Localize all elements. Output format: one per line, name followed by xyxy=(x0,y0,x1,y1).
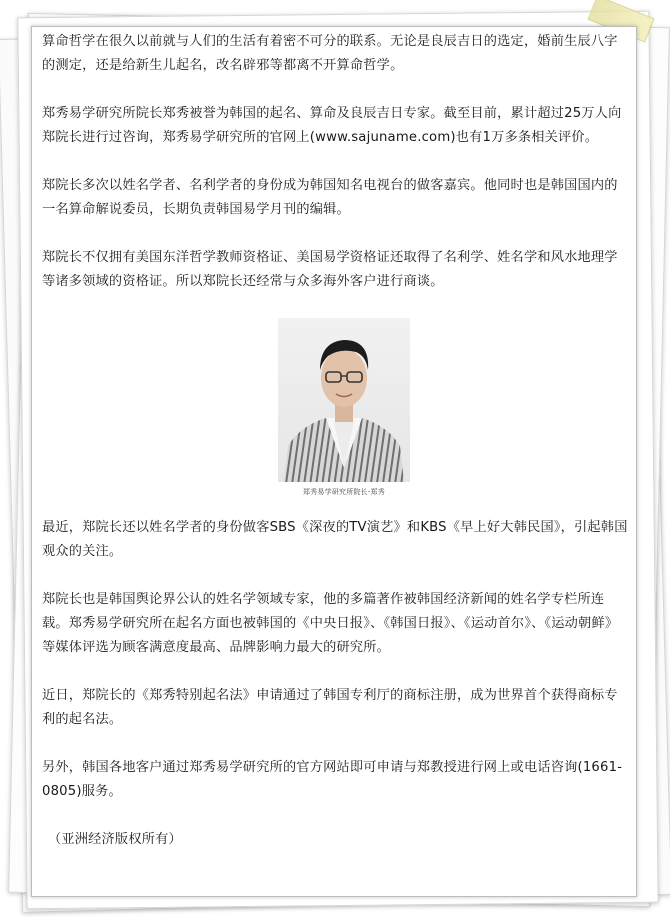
copyright-note: （亚洲经济版权所有） xyxy=(48,832,182,847)
article-paragraph: 算命哲学在很久以前就与人们的生活有着密不可分的联系。无论是良辰吉日的选定，婚前生辰八字的测定，还是给新生儿起名，改名辟邪等都离不开算命哲学。 xyxy=(42,34,618,73)
portrait-figure xyxy=(278,318,410,498)
photo-caption: 郑秀易学研究所院长-郑秀 xyxy=(303,488,385,496)
article-paragraph: 郑院长也是韩国舆论界公认的姓名学领域专家，他的多篇著作被韩国经济新闻的姓名学专栏所连载。郑秀易学研究所在起名方面也被韩国的《中央日报》、《韩国日报》、《运动首尔》、《运动朝鲜》等媒体评选为顾客满意度最高、品牌影响力最大的研究所。 xyxy=(42,592,619,655)
article-paragraph: 另外，韩国各地客户通过郑秀易学研究所的官方网站即可申请与郑教授进行网上或电话咨询(1661-0805)服务。 xyxy=(42,760,623,799)
article-body xyxy=(42,30,630,876)
article-paragraph: 最近，郑院长还以姓名学者的身份做客SBS《深夜的TV演艺》和KBS《早上好大韩民国》，引起韩国观众的关注。 xyxy=(42,520,628,559)
article-paragraph: 郑院长多次以姓名学者、名利学者的身份成为韩国知名电视台的做客嘉宾。他同时也是韩国国内的一名算命解说委员，长期负责韩国易学月刊的编辑。 xyxy=(42,178,618,217)
article-paragraph: 郑秀易学研究所院长郑秀被誉为韩国的起名、算命及良辰吉日专家。截至目前，累计超过25万人向郑院长进行过咨询，郑秀易学研究所的官网上(www.sajuname.com)也有1万多条相关评价。 xyxy=(42,106,622,145)
article-paragraph: 郑院长不仅拥有美国东洋哲学教师资格证、美国易学资格证还取得了名利学、姓名学和风水地理学等诸多领域的资格证。所以郑院长还经常与众多海外客户进行商谈。 xyxy=(42,250,618,289)
portrait-illustration xyxy=(278,318,410,482)
article-paragraph: 近日，郑院长的《郑秀特别起名法》申请通过了韩国专利厅的商标注册，成为世界首个获得商标专利的起名法。 xyxy=(42,688,618,727)
portrait-photo xyxy=(278,318,410,482)
